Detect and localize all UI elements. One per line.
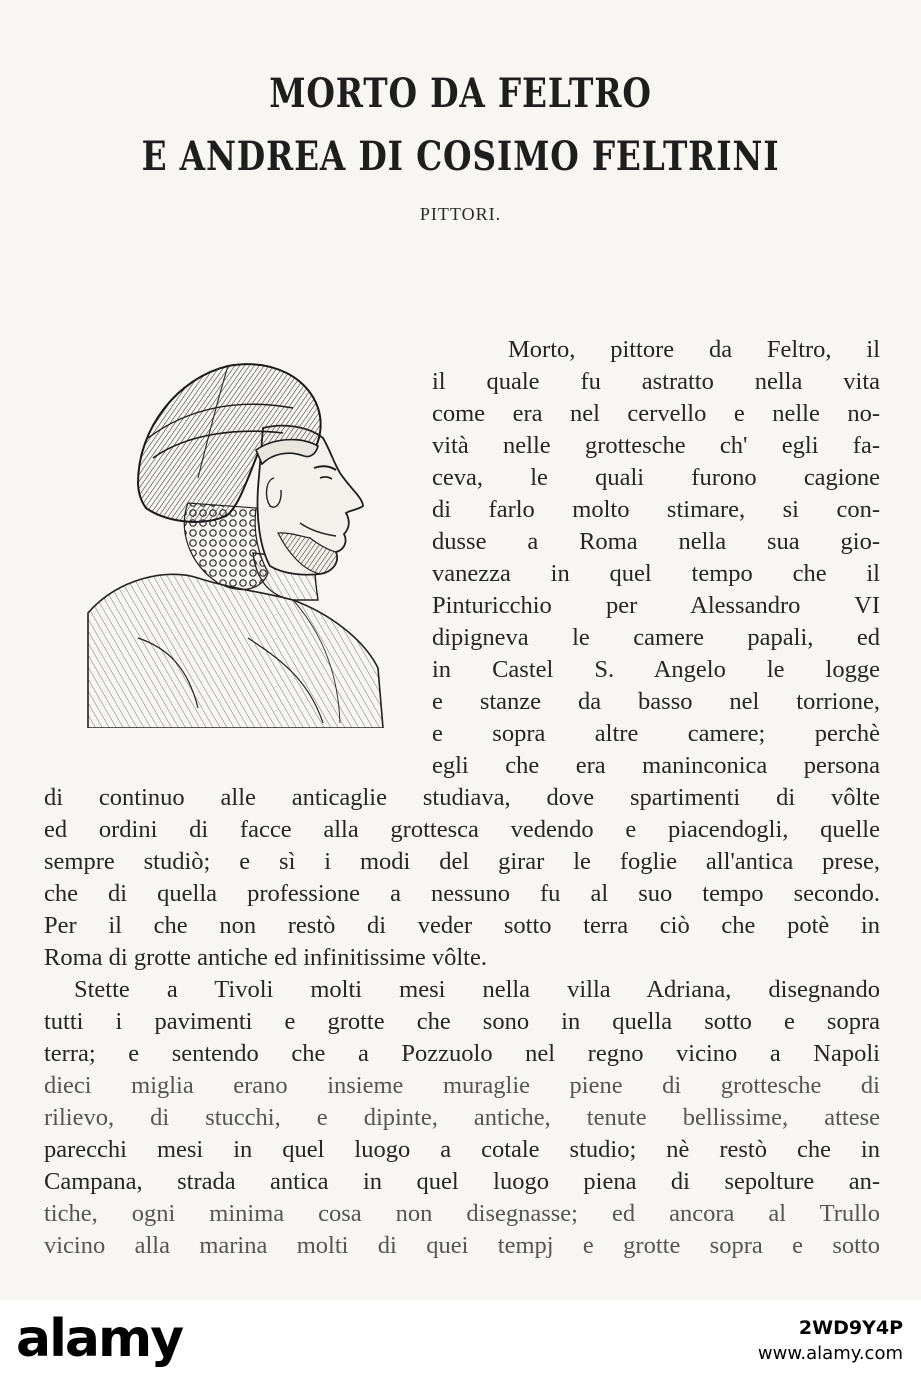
text-line: di farlo molto stimare, si con-: [432, 496, 880, 523]
text-line: egli che era maninconica persona: [432, 752, 880, 779]
text-line: che di quella professione a nessuno fu al suo tempo secondo.: [44, 880, 880, 907]
text-line: ed ordini di facce alla grottesca vedendo e piacendogli, quelle: [44, 816, 880, 843]
text-line: e stanze da basso nel torrione,: [432, 688, 880, 715]
text-line: dusse a Roma nella sua gio-: [432, 528, 880, 555]
text-line: vicino alla marina molti di quei tempj e grotte sopra e sotto: [44, 1232, 880, 1259]
text-line: vanezza in quel tempo che il: [432, 560, 880, 587]
text-line: e sopra altre camere; perchè: [432, 720, 880, 747]
text-line: tiche, ogni minima cosa non disegnasse; ed ancora al Trullo: [44, 1200, 880, 1227]
alamy-logo: alamy: [16, 1309, 183, 1369]
text-line: vità nelle grottesche ch' egli fa-: [432, 432, 880, 459]
text-line: come era nel cervello e nelle no-: [432, 400, 880, 427]
text-line: in Castel S. Angelo le logge: [432, 656, 880, 683]
page-title-line-2: E ANDREA DI COSIMO FELTRINI: [141, 133, 780, 180]
text-line: ceva, le quali furono cagione: [432, 464, 880, 491]
text-line: il quale fu astratto nella vita: [432, 368, 880, 395]
page-subtitle: PITTORI.: [419, 204, 502, 224]
text-line: Per il che non restò di veder sotto terra ciò che potè in: [44, 912, 880, 939]
text-line: dieci miglia erano insieme muraglie piene di grottesche di: [44, 1072, 880, 1099]
text-line: Morto, pittore da Feltro, il: [508, 336, 880, 363]
text-line: sempre studiò; e sì i modi del girar le foglie all'antica prese,: [44, 848, 880, 875]
image-id-block: [758, 1316, 903, 1366]
portrait-engraving-icon: [78, 338, 408, 728]
page-title-line-1: MORTO DA FELTRO: [269, 70, 652, 117]
text-line: di continuo alle anticaglie studiava, dove spartimenti di vôlte: [44, 784, 880, 811]
text-line: terra; e sentendo che a Pozzuolo nel regno vicino a Napoli: [44, 1040, 880, 1067]
text-line: rilievo, di stucchi, e dipinte, antiche, tenute bellissime, attese: [44, 1104, 880, 1131]
text-line: dipigneva le camere papali, ed: [432, 624, 880, 651]
text-line: Pinturicchio per Alessandro VI: [432, 592, 880, 619]
text-line: Stette a Tivoli molti mesi nella villa Adriana, disegnando: [74, 976, 880, 1003]
text-line: tutti i pavimenti e grotte che sono in quella sotto e sopra: [44, 1008, 880, 1035]
source-url: www.alamy.com: [757, 1342, 903, 1364]
image-id: 2WD9Y4P: [798, 1317, 903, 1339]
text-line: parecchi mesi in quel luogo a cotale studio; nè restò che in: [44, 1136, 880, 1163]
text-line: Roma di grotte antiche ed infinitissime vôlte.: [44, 944, 487, 971]
text-line: Campana, strada antica in quel luogo piena di sepolture an-: [44, 1168, 880, 1195]
